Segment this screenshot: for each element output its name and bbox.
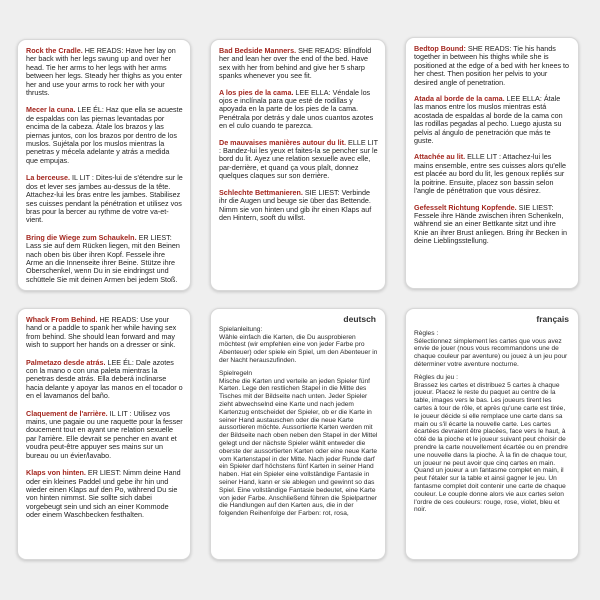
paragraph: Wähle einfach die Karten, die Du ausprobieren möchtest (wir empfehlen eine von jeder Farbe pro Abenteuer) oder spiele ein Spiel, um den Abenteuer in der Nacht herauszufinden. <box>219 333 378 364</box>
entry-es: Mecer la cuna. LEE ÉL: Haz que ella se acueste de espaldas con las piernas levantadas por encima de la cabeza. Átale los brazos y las piernas juntos, con los brazos por dentro de los muslos. Sujétala por los muslos mientras la penetras y mécela adelante y atrás a medida que empujas. <box>26 105 183 165</box>
section-heading: Spielanleitung: <box>219 325 263 333</box>
entry-es: Palmetazo desde atrás. LEE ÉL: Dale azotes con la mano o con una paleta mientras la penetras desde atrás. Ella deberá inclinarse hacia delante y apoyar las manos en el tocador o en el lavamanos del baño. <box>26 357 183 401</box>
section-heading: Règles du jeu : <box>414 373 458 381</box>
section-heading: Règles : <box>414 329 439 337</box>
entry-fr: Attachée au lit. ELLE LIT : Attachez-lui les mains ensemble, entre ses cuisses alors qu'elle est placée au bord du lit, les genoux repliés sur la poitrine. Ensuite, placez son bassin selon l'angle de pénétration que vous désirez. <box>414 152 566 196</box>
paragraph: Brassez les cartes et distribuez 5 cartes à chaque joueur. Placez le reste du paquet au centre de la table, images vers le bas. Les joueurs tirent les cartes à tour de rôle, et après qu'une carte est tirée, le joueur décide si elle remplace une carte dans sa main ou s'il écarte la nouvelle carte. Les cartes écartées devraient être placées, face vers le haut, à côté de la pioche et le joueur suivant peut choisir de prendre la carte nouvellement écartée ou en prendre une nouvelle dans la pioche. À la fin de chaque tour, un joueur ne peut avoir que cinq cartes en main. Quand un joueur a un fantasme complet en main, il peut l'étaler sur la table et ainsi gagner le jeu. Un fantasme complet doit contenir une carte de chaque couleur. Le couple donne alors vie aux cartes selon l'ordre de ces couleurs: rouge, rose, violet, bleu et noir. <box>414 381 568 514</box>
entry-de: Bring die Wiege zum Schaukeln. ER LIEST: Lass sie auf dem Rücken liegen, mit den Beinen nach oben bis über ihren Kopf. Fessele ihre Arme an die Innenseite ihrer Beine. Stütze ihre Oberschenkel, wenn Du in sie eindringst und schüttele Sie mit deinen Armen bei jedem Stoß. <box>26 232 180 284</box>
entry-es: Atada al borde de la cama. LEE ELLA: Átale las manos entre los muslos mientras está acostada de espaldas al borde de la cama con las rodillas pegadas al pecho. Luego ajusta su pelvis al ángulo de penetración que más te guste. <box>414 94 563 146</box>
entry-de: Schlechte Bettmanieren. SIE LIEST: Verbinde ihr die Augen und beuge sie über das Bettende. Nimm sie von hinten und gib ihr einen Klaps auf den Hintern, sooft du willst. <box>219 187 372 222</box>
card-instructions-francais <box>405 308 579 560</box>
card-bedtop-bound <box>405 37 579 289</box>
language-label: deutsch <box>343 314 376 324</box>
paragraph: Sélectionnez simplement les cartes que vous avez envie de jouer (nous vous recommandons une de chaque couleur par aventure) ou jouez à un jeu pour déterminer votre aventure nocturne. <box>414 337 568 368</box>
section-heading: Spielregeln <box>219 369 252 377</box>
entry-de: Gefesselt Richtung Kopfende. SIE LIEST: Fessele ihre Hände zwischen ihren Schenkeln, während sie an einer Bettkante sitzt und ihre Knie an ihrer Brust anliegen. Bring ihr Becken in deine Lieblingsstellung. <box>414 202 568 246</box>
entry-fr: La berceuse. IL LIT : Dites-lui de s'étendre sur le dos et lever ses jambes au-dessus de la tête. Attachez-lui les bras entre les jambes. Stabilisez ses cuisses pendant la pénétration et utilisez vos bras pour la bercer au rythme de votre va-et-vient. <box>26 173 183 225</box>
card-rock-the-cradle <box>17 39 191 291</box>
entry-en: Bedtop Bound: SHE READS: Tie his hands together in between his thighs while she is positioned at the edge of a bed with her knees to her chest. Then position her pelvis to your desired angle of penetration. <box>414 44 570 87</box>
paragraph: Mische die Karten und verteile an jeden Spieler fünf Karten. Lege den restlichen Stapel in die Mitte des Tisches mit der Bildseite nach unten. Jeder Spieler zieht abwechselnd eine Karte und nach jedem Kartenzug entscheidet der Spieler, ob er die Karte in seiner Hand austauschen oder die neue Karte aussortieren möchte. Aussortierte Karten werden mit der Bildseite nach oben neben den Stapel in der Mittel gelegt und der nächste Spieler wählt entweder die oberste der aussortierten Karten oder eine neue Karte vom Kartenstapel in der Mitte. Nach jeder Runde darf ein Spieler darf höchstens fünf Karten in seiner Hand haben. Hat ein Spieler eine vollständige Fantasie in seiner Hand, kann er sie ablegen und gewinnt so das Spiel. Eine vollständige Fantasie bedeutet, eine Karte von jeder Farbe. Anschließend führen die Spielpartner die Handlungen auf den Karten aus, die in der folgenden Reihenfolge der Farben: rot, rosa, <box>219 377 378 518</box>
language-label: français <box>536 314 569 324</box>
entry-en: Bad Bedside Manners. SHE READS: Blindfold her and lean her over the end of the bed. Have sex with her from behind and give her 5 sharp spanks whenever you see fit. <box>219 46 372 81</box>
entry-en: Rock the Cradle. HE READS: Have her lay on her back with her legs swung up and over her head. Tie her arms to her legs with her arms between her legs. Steady her thighs as you enter her and use your arms to rock her with your thrusts. <box>26 46 183 98</box>
entry-en: Whack From Behind. HE READS: Use your hand or a paddle to spank her while having sex from behind. She should lean forward and may wish to support her hands on a dresser or sink. <box>26 315 177 350</box>
entry-fr: Claquement de l'arrière. IL LIT : Utilisez vos mains, une pagaie ou une raquette pour la fesser doucement tout en ayant une relation sexuelle par l'arrière. Elle devrait se pencher en avant et voudra peut-être appuyer ses mains sur un bureau ou un évier/lavabo. <box>26 408 183 460</box>
card-bad-bedside-manners <box>210 39 386 291</box>
card-instructions-deutsch <box>210 308 386 560</box>
entry-de: Klaps von hinten. ER LIEST: Nimm deine Hand oder ein kleines Paddel und gebe ihr hin und wieder einen Klaps auf den Po, während Du sie von hinten nimmst. Sie sollte sich dabei vorgebeugt sein und sich an einer Kommode oder einem Waschbecken festhalten. <box>26 468 181 520</box>
entry-fr: De mauvaises manières autour du lit. ELLE LIT : Bandez-lui les yeux et faites-la se pencher sur le bord du lit. Ayez une relation sexuelle avec elle, par-derrière, et quand ça vous plaît, donnez quelques claques sur son derrière. <box>219 137 378 181</box>
card-whack-from-behind <box>17 308 191 560</box>
entry-es: A los pies de la cama. LEE ELLA: Véndale los ojos e inclínala para que esté de rodillas y apoyada en la parte de los pies de la cama. Penétrala por detrás y dale unos cuantos azotes en el culo cuando te parezca. <box>219 87 374 131</box>
